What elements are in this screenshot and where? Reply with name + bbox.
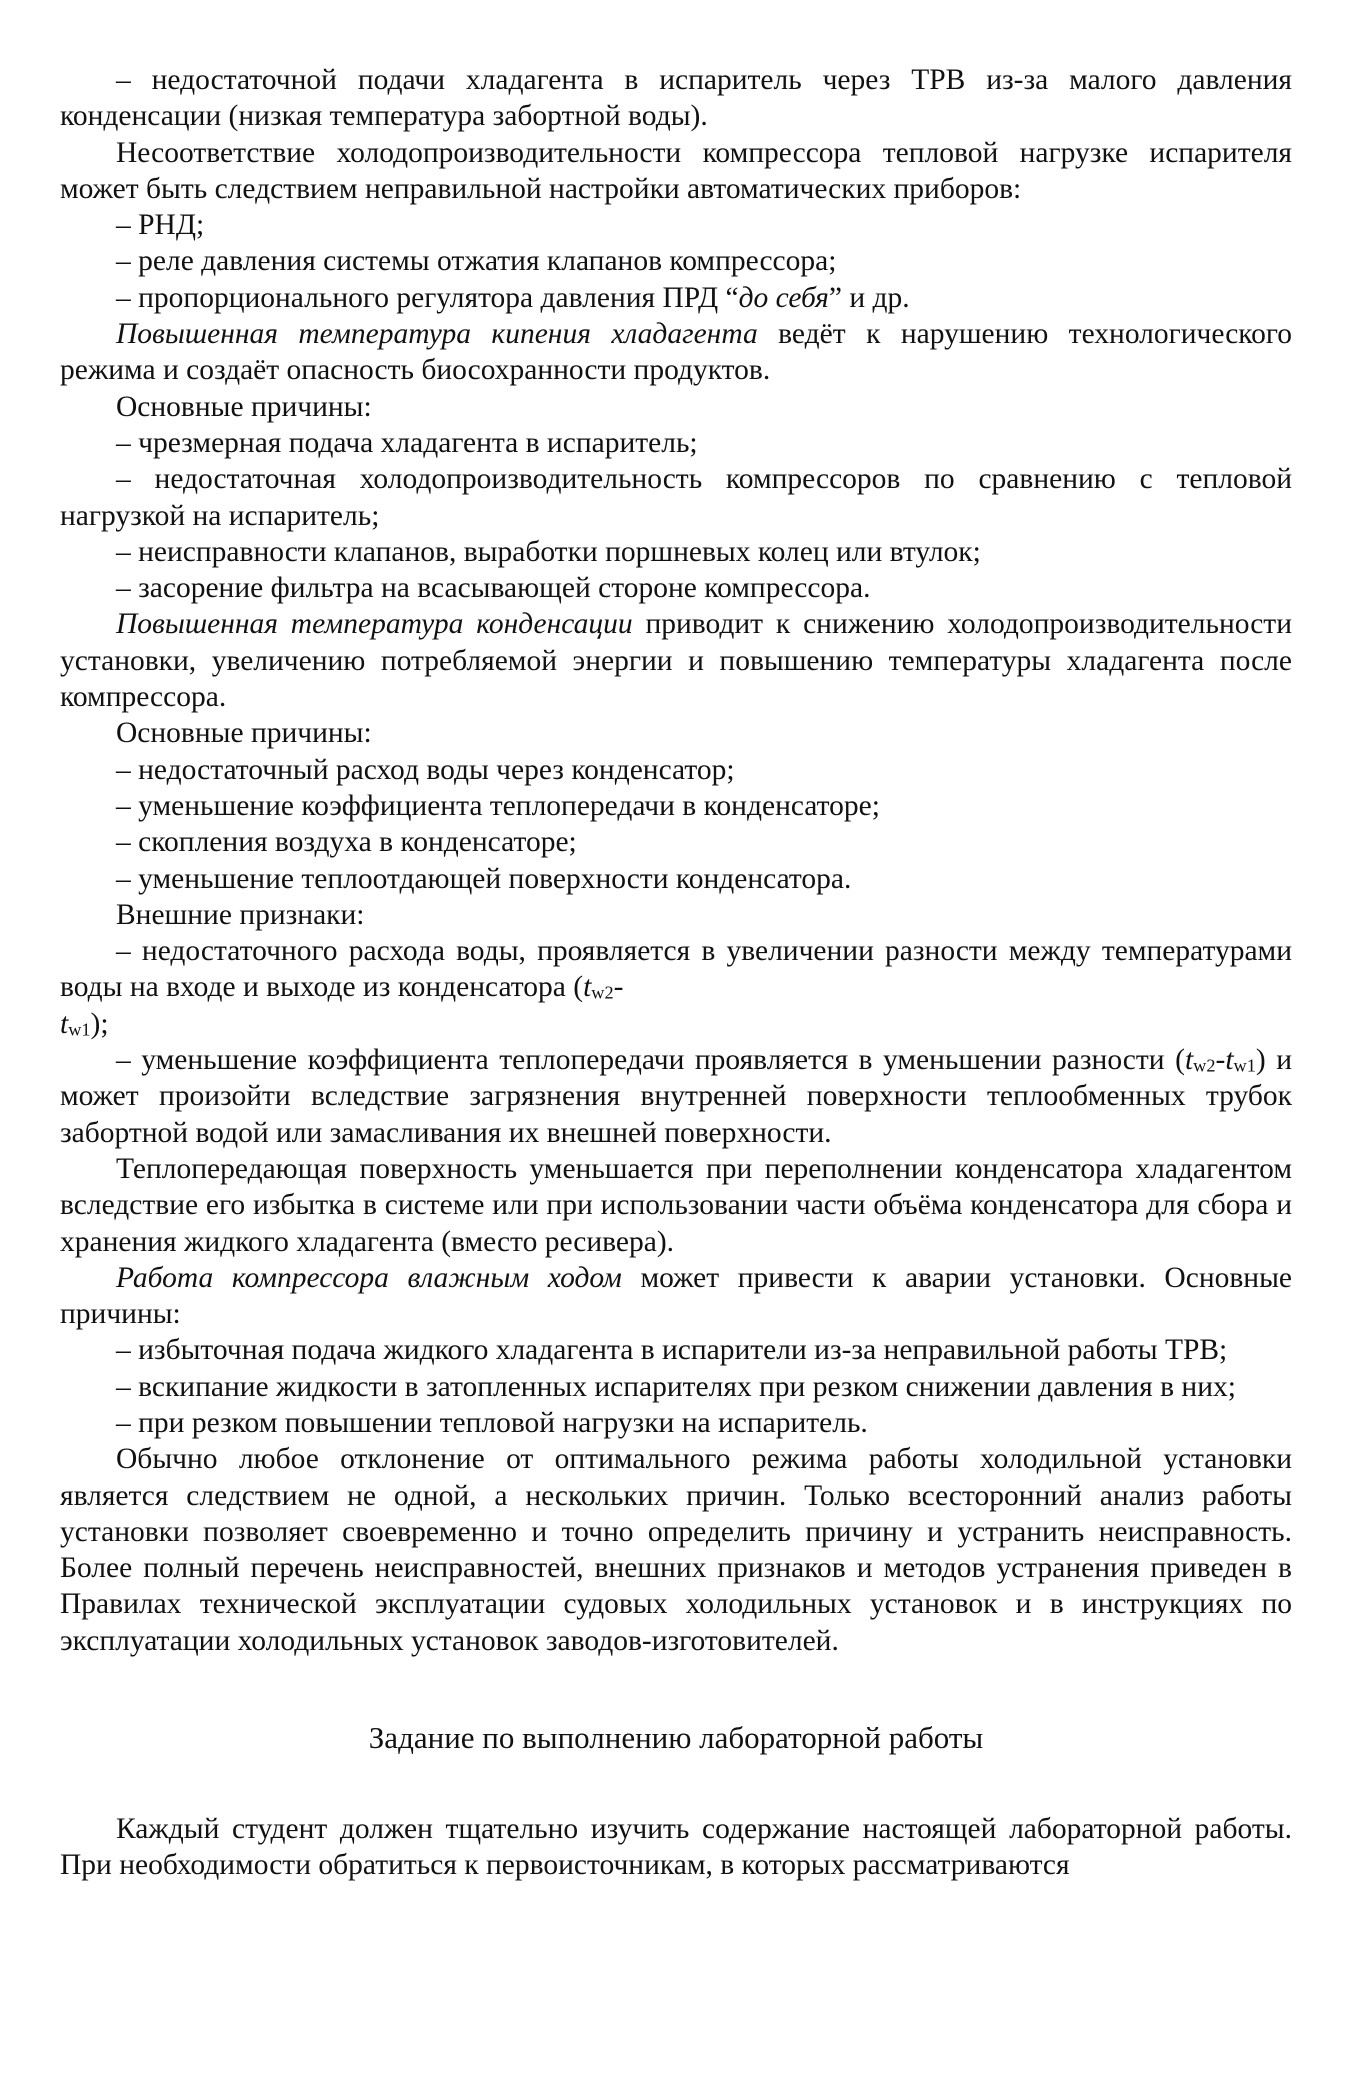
paragraph-p06: Повышенная температура кипения хладагента ведёт к нарушению технологического режима и создаёт опасность биосохранности продуктов. <box>60 318 1292 387</box>
paragraph-p08: – чрезмерная подача хладагента в испаритель; <box>116 426 698 459</box>
paragraph-p20: – уменьшение коэффициента теплопередачи проявляется в уменьшении разности $(t_{w2}-t_{w1})$ и может произойти вследствие загрязнения внутренней поверхности теплообменных трубок забортной водой или замасливания их внешней поверхности. <box>60 1044 1292 1149</box>
paragraph-p01: – недостаточной подачи хладагента в испаритель через ТРВ из-за малого давления конденсации (низкая температура забортной воды). <box>60 64 1292 133</box>
paragraph-p23: – избыточная подача жидкого хладагента в испарители из-за неправильной работы ТРВ; <box>116 1334 1228 1367</box>
paragraph-p16: – скопления воздуха в конденсаторе; <box>116 826 577 859</box>
paragraph-p21: Теплопередающая поверхность уменьшается при переполнении конденсатора хладагентом вследствие его избытка в системе или при использовании части объёма конденсатора для сбора и хранения жидкого хладагента (вместо ресивера). <box>60 1152 1292 1258</box>
paragraph-p15: – уменьшение коэффициента теплопередачи в конденсаторе; <box>116 789 880 822</box>
paragraph-p22: Работа компрессора влажным ходом может привести к аварии установки. Основные причины: <box>60 1261 1292 1331</box>
section-heading: Задание по выполнению лабораторной работы <box>368 1720 984 1756</box>
paragraph-p04: – реле давления системы отжатия клапанов компрессора; <box>116 245 837 278</box>
paragraph-p10: – неисправности клапанов, выработки поршневых колец или втулок; <box>116 535 981 568</box>
paragraph-p25: – при резком повышении тепловой нагрузки на испаритель. <box>116 1406 868 1439</box>
paragraph-p18: Внешние признаки: <box>116 898 365 931</box>
paragraph-p19: – недостаточного расхода воды, проявляется в увеличении разности между температурами воды на входе и выходе из конденсатора ($t_{w2}-$ $t_{w1}$); <box>60 935 1292 1040</box>
paragraph-p14: – недостаточный расход воды через конденсатор; <box>116 753 735 786</box>
paragraph-p24: – вскипание жидкости в затопленных испарителях при резком снижении давления в них; <box>116 1370 1236 1403</box>
paragraph-p09: – недостаточная холодопроизводительность компрессоров по сравнению с тепловой нагрузкой на испаритель; <box>60 463 1292 532</box>
paragraph-p17: – уменьшение теплоотдающей поверхности конденсатора. <box>116 862 852 895</box>
paragraph-p02: Несоответствие холодопроизводительности компрессора тепловой нагрузке испарителя может быть следствием неправильной настройки автоматических приборов: <box>60 136 1292 205</box>
paragraph-p11: – засорение фильтра на всасывающей стороне компрессора. <box>116 572 871 605</box>
paragraph-p26: Обычно любое отклонение от оптимального режима работы холодильной установки является следствием не одной, а нескольких причин. Только всесторонний анализ работы установки позволяет своевременно и точно определить причину и устранить неисправность. Более полный перечень неисправностей, внешних признаков и методов устранения приведен в Правилах технической эксплуатации судовых холодильных установок и в инструкциях по эксплуатации холодильных установок заводов-изготовителей. <box>60 1443 1292 1657</box>
paragraph-p03: – РНД; <box>116 209 205 242</box>
paragraph-p12: Повышенная температура конденсации приводит к снижению холодопроизводительности установки, увеличению потребляемой энергии и повышению температуры хладагента после компрессора. <box>60 608 1292 714</box>
paragraph-p13: Основные причины: <box>116 717 372 750</box>
closing-paragraph: Каждый студент должен тщательно изучить содержание настоящей лабораторной работы. При необходимости обратиться к первоисточникам, в которых рассматриваются <box>60 1813 1292 1882</box>
paragraph-list <box>60 62 1292 1659</box>
body-text <box>60 62 1292 1884</box>
paragraph-p07: Основные причины: <box>116 390 372 423</box>
paragraph-p05: – пропорционального регулятора давления ПРД “до себя” и др. <box>116 281 910 314</box>
